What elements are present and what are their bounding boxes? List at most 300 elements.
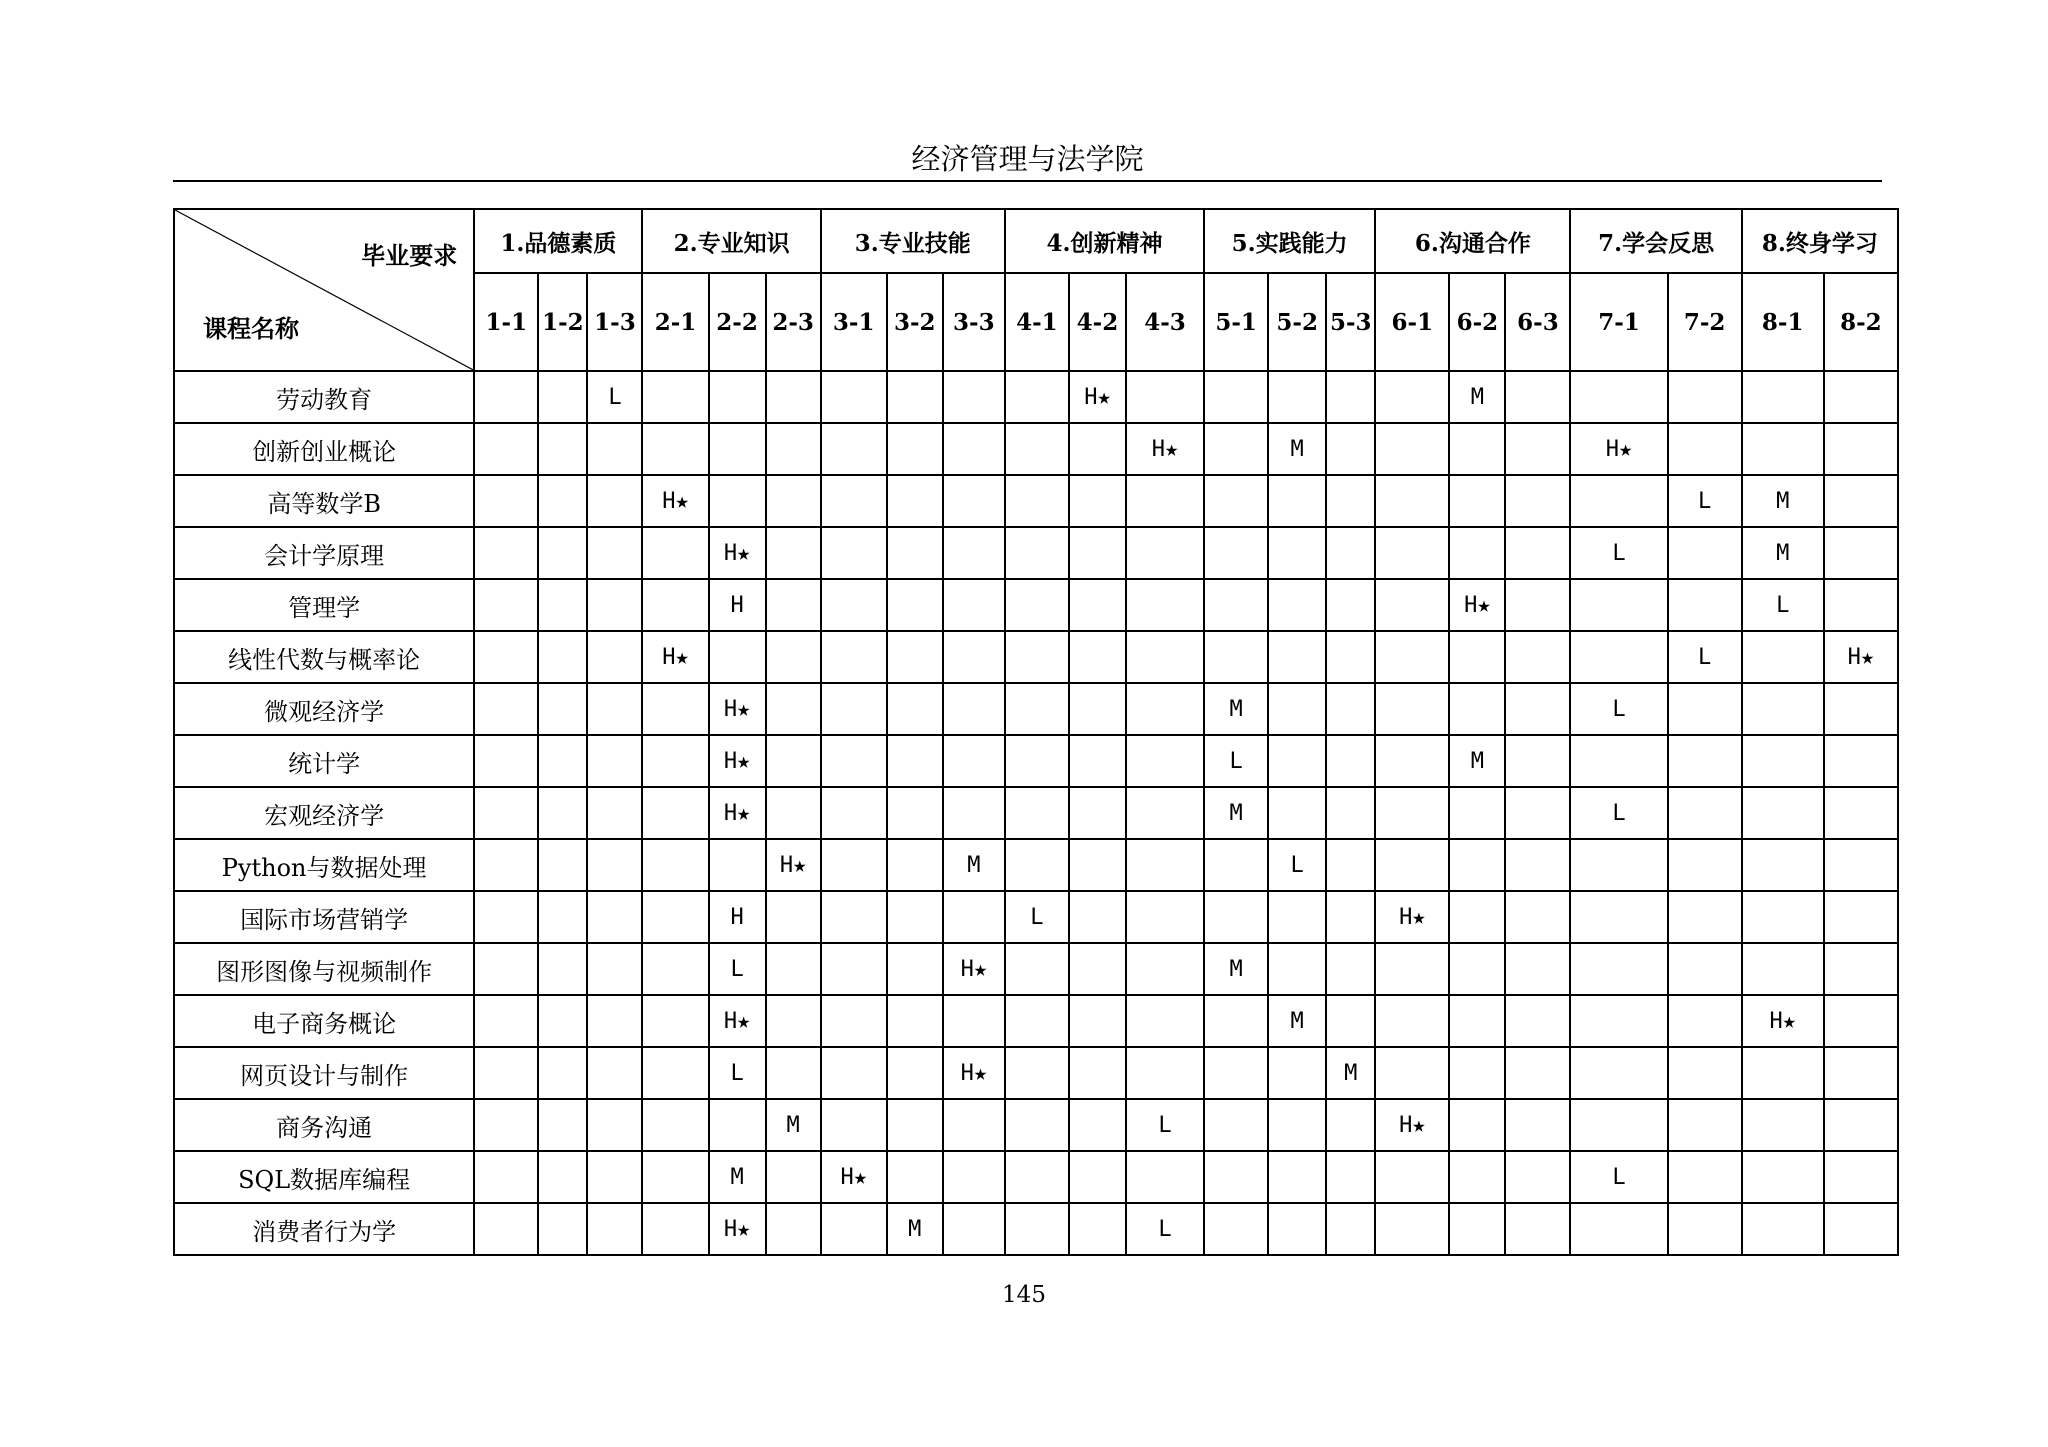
support-level-cell [766,1047,821,1099]
support-level-cell [1449,839,1505,891]
support-level-cell [1069,995,1126,1047]
support-level-cell [538,475,587,527]
support-level-cell: H★ [943,943,1005,995]
support-level-cell [1326,787,1375,839]
support-level-cell [1824,1151,1898,1203]
support-level-cell [1505,787,1570,839]
support-level-cell [1268,371,1326,423]
support-level-cell [1375,943,1449,995]
support-level-cell [1326,1099,1375,1151]
support-level-cell: H★ [709,787,766,839]
support-level-cell [1204,527,1268,579]
support-level-cell [1069,423,1126,475]
support-level-cell [1505,683,1570,735]
support-level-cell [1505,1099,1570,1151]
requirement-subcolumn-header: 5-1 [1204,273,1268,371]
support-level-cell [1005,475,1069,527]
support-level-cell [474,475,538,527]
support-level-cell [1375,579,1449,631]
support-level-cell [474,579,538,631]
support-level-cell [1005,839,1069,891]
support-level-cell: M [766,1099,821,1151]
support-level-cell: L [1570,683,1667,735]
support-level-cell [587,787,642,839]
support-level-cell [766,527,821,579]
support-level-cell [1375,683,1449,735]
course-name-cell: 图形图像与视频制作 [174,943,474,995]
support-level-cell [1069,1047,1126,1099]
support-level-cell [1668,1203,1742,1255]
course-rows [174,371,1898,1255]
support-level-cell [1005,631,1069,683]
support-level-cell [1268,1047,1326,1099]
support-level-cell [1570,1099,1667,1151]
support-level-cell: H★ [709,683,766,735]
course-name-cell: SQL数据库编程 [174,1151,474,1203]
support-level-cell [538,891,587,943]
support-level-cell: H★ [709,735,766,787]
support-level-cell: H★ [1375,891,1449,943]
support-level-cell [1668,579,1742,631]
support-level-cell [1375,995,1449,1047]
support-level-cell [1570,579,1667,631]
support-level-cell: L [1268,839,1326,891]
support-level-cell [1204,631,1268,683]
support-level-cell [1742,423,1824,475]
support-level-cell: L [1570,1151,1667,1203]
support-level-cell [1570,371,1667,423]
support-level-cell [587,891,642,943]
requirement-group-header: 1.品德素质 [474,209,642,273]
support-level-cell [1570,631,1667,683]
support-level-cell [1570,735,1667,787]
support-level-cell [1668,371,1742,423]
support-level-cell [474,735,538,787]
support-level-cell [766,891,821,943]
support-level-cell [474,423,538,475]
support-level-cell [538,1151,587,1203]
support-level-cell [1126,1151,1204,1203]
support-level-cell [1824,371,1898,423]
support-level-cell [943,527,1005,579]
support-level-cell [1005,371,1069,423]
support-level-cell [538,787,587,839]
corner-label-course-name: 课程名称 [203,314,299,343]
course-name-cell: 线性代数与概率论 [174,631,474,683]
support-level-cell [821,423,887,475]
support-level-cell [887,631,943,683]
support-level-cell [821,631,887,683]
support-level-cell [1204,371,1268,423]
support-level-cell [1005,423,1069,475]
support-level-cell [1268,475,1326,527]
support-level-cell: H★ [1126,423,1204,475]
support-level-cell [766,1203,821,1255]
support-level-cell [642,1151,708,1203]
requirement-subcolumn-header: 3-1 [821,273,887,371]
support-level-cell [1204,475,1268,527]
support-level-cell [821,995,887,1047]
support-level-cell [1824,839,1898,891]
course-name-cell: 微观经济学 [174,683,474,735]
support-level-cell: H★ [709,995,766,1047]
support-level-cell [474,943,538,995]
support-level-cell [821,475,887,527]
support-level-cell [1668,423,1742,475]
support-level-cell: H★ [1742,995,1824,1047]
support-level-cell [1449,631,1505,683]
support-level-cell [1505,839,1570,891]
support-level-cell [1505,891,1570,943]
support-level-cell [887,527,943,579]
support-level-cell [1268,1099,1326,1151]
support-level-cell [821,1203,887,1255]
support-level-cell [887,1099,943,1151]
support-level-cell [766,683,821,735]
support-level-cell [642,579,708,631]
support-level-cell [943,579,1005,631]
table-row [174,683,1898,735]
support-level-cell [1069,579,1126,631]
support-level-cell [538,1099,587,1151]
support-level-cell: M [1742,475,1824,527]
support-level-cell [1742,943,1824,995]
support-level-cell [1505,423,1570,475]
support-level-cell [642,891,708,943]
support-level-cell [821,527,887,579]
support-level-cell: L [1668,475,1742,527]
requirement-subcolumn-header: 3-2 [887,273,943,371]
support-level-cell [1668,891,1742,943]
support-level-cell [587,735,642,787]
support-level-cell [1126,1047,1204,1099]
support-level-cell [1069,527,1126,579]
support-level-cell [1505,1047,1570,1099]
support-level-cell [1824,683,1898,735]
support-level-cell: L [1204,735,1268,787]
support-level-cell [1742,1099,1824,1151]
support-level-cell [1449,423,1505,475]
support-level-cell [1449,1203,1505,1255]
support-level-cell: H★ [766,839,821,891]
support-level-cell: M [1268,423,1326,475]
support-level-cell: M [1204,683,1268,735]
support-level-cell [1005,787,1069,839]
support-level-cell: M [1742,527,1824,579]
support-level-cell [1375,1203,1449,1255]
support-level-cell [887,891,943,943]
support-level-cell [1204,839,1268,891]
support-level-cell [887,735,943,787]
support-level-cell [1204,579,1268,631]
requirement-subcolumn-header: 7-2 [1668,273,1742,371]
support-level-cell [1570,839,1667,891]
support-level-cell [1742,735,1824,787]
support-level-cell [821,787,887,839]
support-level-cell [538,839,587,891]
support-level-cell: H★ [1570,423,1667,475]
support-level-cell [1204,1047,1268,1099]
support-level-cell [474,839,538,891]
support-level-cell [1668,1047,1742,1099]
support-level-cell [1005,579,1069,631]
support-level-cell: L [587,371,642,423]
support-level-cell [1069,1099,1126,1151]
course-name-cell: 创新创业概论 [174,423,474,475]
support-level-cell [538,423,587,475]
support-level-cell [1375,1047,1449,1099]
support-level-cell: M [1204,943,1268,995]
support-level-cell [1204,1099,1268,1151]
support-level-cell [1505,1151,1570,1203]
support-level-cell [943,423,1005,475]
support-level-cell [1204,1151,1268,1203]
table-row [174,839,1898,891]
support-level-cell [474,995,538,1047]
support-level-cell [1505,579,1570,631]
support-level-cell [709,475,766,527]
support-level-cell [642,423,708,475]
support-level-cell [538,735,587,787]
support-level-cell [1570,943,1667,995]
requirement-subcolumn-header: 1-2 [538,273,587,371]
support-level-cell [887,475,943,527]
support-level-cell [1326,995,1375,1047]
table-row [174,1099,1898,1151]
support-level-cell: L [709,943,766,995]
support-level-cell [821,891,887,943]
support-level-cell [1005,943,1069,995]
support-level-cell [1126,943,1204,995]
course-name-cell: 宏观经济学 [174,787,474,839]
support-level-cell [887,1151,943,1203]
table-row [174,371,1898,423]
support-level-cell: L [709,1047,766,1099]
support-level-cell [1005,527,1069,579]
support-level-cell [821,839,887,891]
support-level-cell: L [1126,1099,1204,1151]
support-level-cell: H★ [943,1047,1005,1099]
requirement-subcolumn-header: 5-3 [1326,273,1375,371]
support-level-cell [1326,423,1375,475]
support-level-cell [1505,1203,1570,1255]
support-level-cell [538,371,587,423]
support-level-cell [1069,683,1126,735]
table-row [174,943,1898,995]
support-level-cell: L [1005,891,1069,943]
support-level-cell [1668,527,1742,579]
support-level-cell [1742,1047,1824,1099]
support-level-cell: M [1449,735,1505,787]
course-name-cell: 高等数学B [174,475,474,527]
support-level-cell [587,1203,642,1255]
table-row [174,527,1898,579]
support-level-cell [587,683,642,735]
support-level-cell [538,943,587,995]
support-level-cell [1505,943,1570,995]
support-level-cell [642,1099,708,1151]
support-level-cell [709,423,766,475]
support-level-cell [474,891,538,943]
support-level-cell [943,1099,1005,1151]
support-level-cell [1204,995,1268,1047]
support-level-cell [766,995,821,1047]
support-level-cell: L [1742,579,1824,631]
support-level-cell [1126,787,1204,839]
support-level-cell [1326,527,1375,579]
support-level-cell: H★ [642,475,708,527]
support-level-cell: L [1668,631,1742,683]
support-level-cell [1326,683,1375,735]
support-level-cell [766,423,821,475]
table-row [174,579,1898,631]
support-level-cell [1742,1151,1824,1203]
support-level-cell [1375,631,1449,683]
support-level-cell [1668,1099,1742,1151]
support-level-cell [1824,891,1898,943]
support-level-cell [1126,995,1204,1047]
support-level-cell [1069,943,1126,995]
support-level-cell [821,371,887,423]
support-level-cell [1570,995,1667,1047]
support-level-cell: M [1204,787,1268,839]
support-level-cell [642,787,708,839]
support-level-cell [474,1203,538,1255]
support-level-cell [1449,1151,1505,1203]
support-level-cell [766,1151,821,1203]
requirement-subcolumn-header: 4-1 [1005,273,1069,371]
support-level-cell: H★ [1449,579,1505,631]
support-level-cell [1449,943,1505,995]
support-level-cell [1204,423,1268,475]
requirement-group-row [174,209,1898,273]
support-level-cell [1505,371,1570,423]
support-level-cell [1005,995,1069,1047]
support-level-cell [1005,735,1069,787]
support-level-cell [1668,787,1742,839]
requirement-subcolumn-header: 5-2 [1268,273,1326,371]
support-level-cell [587,943,642,995]
requirement-group-header: 4.创新精神 [1005,209,1204,273]
support-level-cell [1505,527,1570,579]
support-level-cell [1268,735,1326,787]
table-row [174,423,1898,475]
support-level-cell [587,579,642,631]
support-level-cell [821,735,887,787]
support-level-cell [821,943,887,995]
support-level-cell [1668,683,1742,735]
support-level-cell [1449,527,1505,579]
support-level-cell [943,995,1005,1047]
support-level-cell [1668,839,1742,891]
support-level-cell [887,1047,943,1099]
support-level-cell [1126,891,1204,943]
support-level-cell [943,1151,1005,1203]
support-level-cell [642,943,708,995]
support-level-cell [1326,475,1375,527]
support-level-cell [1449,1099,1505,1151]
course-name-cell: 消费者行为学 [174,1203,474,1255]
support-level-cell [1824,735,1898,787]
support-level-cell [474,787,538,839]
support-level-cell [1326,839,1375,891]
support-level-cell [943,891,1005,943]
support-level-cell [1824,1047,1898,1099]
support-level-cell [766,475,821,527]
support-level-cell [766,735,821,787]
support-level-cell: H [709,579,766,631]
support-level-cell [1375,371,1449,423]
support-level-cell [587,1047,642,1099]
corner-label-requirements: 毕业要求 [361,241,458,270]
support-level-cell [1268,683,1326,735]
support-level-cell [587,995,642,1047]
support-level-cell: M [1268,995,1326,1047]
support-level-cell [1824,423,1898,475]
support-level-cell [1005,1099,1069,1151]
support-level-cell [1268,943,1326,995]
support-level-cell [1069,735,1126,787]
course-name-cell: Python与数据处理 [174,839,474,891]
requirement-subcolumn-header: 6-2 [1449,273,1505,371]
course-name-cell: 国际市场营销学 [174,891,474,943]
support-level-cell [821,1047,887,1099]
support-level-cell [1505,475,1570,527]
support-level-cell [1824,527,1898,579]
support-level-cell [1268,527,1326,579]
support-level-cell [587,475,642,527]
support-level-cell [1268,631,1326,683]
course-name-cell: 统计学 [174,735,474,787]
table-row [174,995,1898,1047]
support-level-cell: L [1570,527,1667,579]
support-level-cell [1668,1151,1742,1203]
support-level-cell [1570,891,1667,943]
support-level-cell: H★ [709,527,766,579]
support-level-cell [474,1151,538,1203]
requirement-subcolumn-header: 1-1 [474,273,538,371]
support-level-cell [943,371,1005,423]
requirement-subcolumn-header: 3-3 [943,273,1005,371]
support-level-cell [587,1099,642,1151]
support-level-cell [1742,787,1824,839]
support-level-cell [1449,995,1505,1047]
support-level-cell [821,579,887,631]
support-level-cell: H★ [709,1203,766,1255]
course-name-cell: 劳动教育 [174,371,474,423]
support-level-cell [887,423,943,475]
support-level-cell [642,735,708,787]
support-level-cell [709,371,766,423]
support-level-cell [709,839,766,891]
support-level-cell [1326,631,1375,683]
support-level-cell [1375,787,1449,839]
support-level-cell [821,1099,887,1151]
page-number: 145 [1002,1282,1046,1308]
support-level-cell [1375,735,1449,787]
support-level-cell [1126,631,1204,683]
requirement-group-header: 3.专业技能 [821,209,1005,273]
support-level-cell [1449,475,1505,527]
support-level-cell [887,943,943,995]
support-level-cell: H★ [1824,631,1898,683]
support-level-cell [587,423,642,475]
support-level-cell [642,1047,708,1099]
support-level-cell [1505,735,1570,787]
support-level-cell [1268,1203,1326,1255]
support-level-cell [887,787,943,839]
support-level-cell [538,579,587,631]
